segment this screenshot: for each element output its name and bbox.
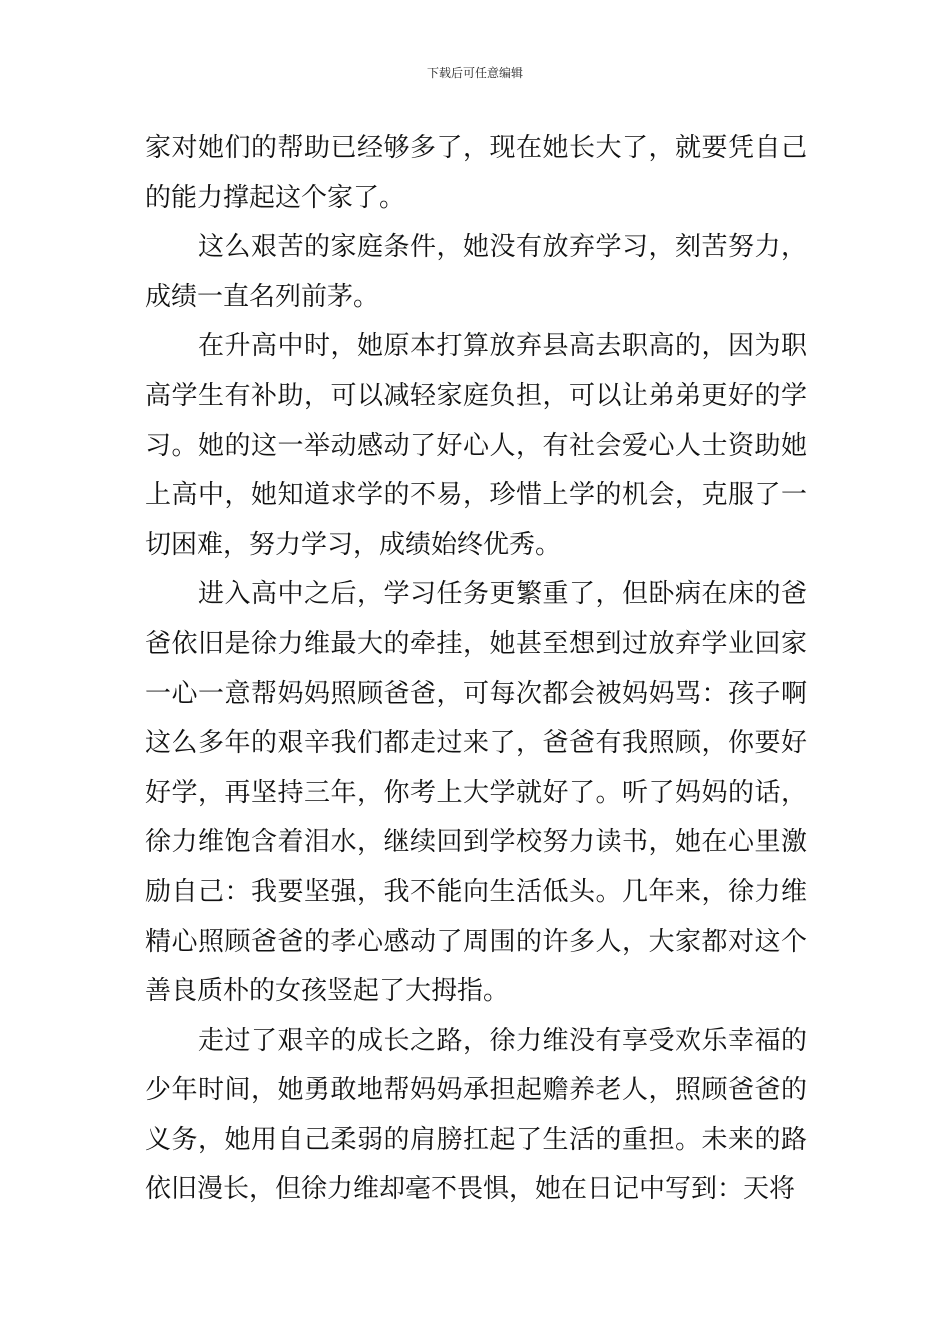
paragraph-5: 走过了艰辛的成长之路，徐力维没有享受欢乐幸福的少年时间，她勇敢地帮妈妈承担起赡养老人，照顾爸爸的义务，她用自己柔弱的肩膀扛起了生活的重担。未来的路依旧漫长，但徐力维却毫不畏惧，她在日记中写到：天将: [145, 1025, 807, 1205]
paragraph-1: 家对她们的帮助已经够多了，现在她长大了，就要凭自己的能力撑起这个家了。: [145, 133, 807, 213]
paragraph-4: 进入高中之后，学习任务更繁重了，但卧病在床的爸爸依旧是徐力维最大的牵挂，她甚至想到过放弃学业回家一心一意帮妈妈照顾爸爸，可每次都会被妈妈骂：孩子啊这么多年的艰辛我们都走过来了，爸爸有我照顾，你要好好学，再坚持三年，你考上大学就好了。听了妈妈的话，徐力维饱含着泪水，继续回到学校努力读书，她在心里激励自己：我要坚强，我不能向生活低头。几年来，徐力维精心照顾爸爸的孝心感动了周围的许多人，大家都对这个善良质朴的女孩竖起了大拇指。: [145, 579, 807, 1007]
document-body: [145, 124, 807, 1215]
paragraph-2: 这么艰苦的家庭条件，她没有放弃学习，刻苦努力，成绩一直名列前茅。: [145, 232, 807, 312]
paragraph-3: 在升高中时，她原本打算放弃县高去职高的，因为职高学生有补助，可以减轻家庭负担，可以让弟弟更好的学习。她的这一举动感动了好心人，有社会爱心人士资助她上高中，她知道求学的不易，珍惜上学的机会，克服了一切困难，努力学习，成绩始终优秀。: [145, 331, 807, 560]
page-header: 下载后可任意编辑: [426, 66, 523, 80]
